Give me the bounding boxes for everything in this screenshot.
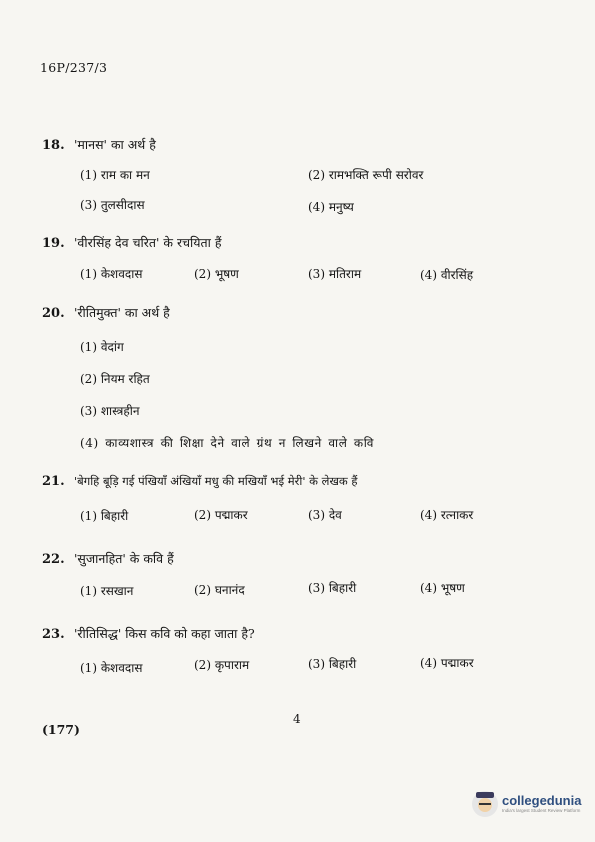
option-2: (2) पद्माकर <box>194 508 248 522</box>
option-1: (1) रसखान <box>80 584 134 598</box>
option-1: (1) बिहारी <box>80 509 129 523</box>
option-4: (4) काव्यशास्त्र की शिक्षा देने वाले ग्रंथ न लिखने वाले कवि <box>80 436 375 450</box>
paper-code: 16P/237/3 <box>40 60 108 75</box>
question-number: 19. <box>42 236 65 251</box>
question-text: 'रीतिसिद्ध' किस कवि को कहा जाता है? <box>74 626 255 641</box>
question-22 <box>42 550 174 567</box>
page-number: 4 <box>293 712 301 726</box>
option-3: (3) मतिराम <box>308 267 362 281</box>
option-3: (3) बिहारी <box>308 581 357 595</box>
option-3: (3) शास्त्रहीन <box>80 404 140 418</box>
option-2: (2) रामभक्ति रूपी सरोवर <box>308 168 424 182</box>
question-text: 'मानस' का अर्थ है <box>74 137 156 152</box>
option-1: (1) वेदांग <box>80 340 124 354</box>
question-text: 'वीरसिंह देव चरित' के रचयिता हैं <box>74 235 222 250</box>
watermark-tagline: India's largest Student Review Platform <box>502 808 581 813</box>
collegedunia-watermark <box>472 791 581 817</box>
question-21 <box>42 474 357 489</box>
question-text: 'सुजानहित' के कवि हैं <box>74 551 174 566</box>
option-2: (2) घनानंद <box>194 583 245 597</box>
option-2: (2) नियम रहित <box>80 372 150 386</box>
option-1: (1) केशवदास <box>80 661 143 675</box>
question-text: 'बेगहि बूड़ि गई पंखियाँ अंखियाँ मधु की मखियाँ भई मेरी' के लेखक हैं <box>74 474 358 488</box>
option-4: (4) मनुष्य <box>308 200 354 214</box>
option-1: (1) राम का मन <box>80 168 150 182</box>
option-4: (4) रत्नाकर <box>420 508 474 522</box>
option-4: (4) वीरसिंह <box>420 268 474 282</box>
question-19 <box>42 234 222 251</box>
question-18 <box>42 136 156 153</box>
option-1: (1) केशवदास <box>80 267 143 281</box>
question-number: 22. <box>42 552 65 567</box>
option-2: (2) कृपाराम <box>194 658 250 672</box>
question-number: 20. <box>42 306 65 321</box>
watermark-brand: collegedunia <box>502 793 582 808</box>
question-20 <box>42 304 170 321</box>
question-number: 23. <box>42 627 65 642</box>
question-number: 18. <box>42 138 65 153</box>
option-4: (4) भूषण <box>420 581 465 595</box>
footer-code: (177) <box>42 722 80 737</box>
question-number: 21. <box>42 474 65 489</box>
question-23 <box>42 625 255 642</box>
option-3: (3) तुलसीदास <box>80 198 145 212</box>
mascot-logo-icon <box>472 791 498 817</box>
option-4: (4) पद्माकर <box>420 656 474 670</box>
question-text: 'रीतिमुक्त' का अर्थ है <box>74 305 170 320</box>
option-3: (3) देव <box>308 508 342 522</box>
option-2: (2) भूषण <box>194 267 239 281</box>
option-3: (3) बिहारी <box>308 657 357 671</box>
